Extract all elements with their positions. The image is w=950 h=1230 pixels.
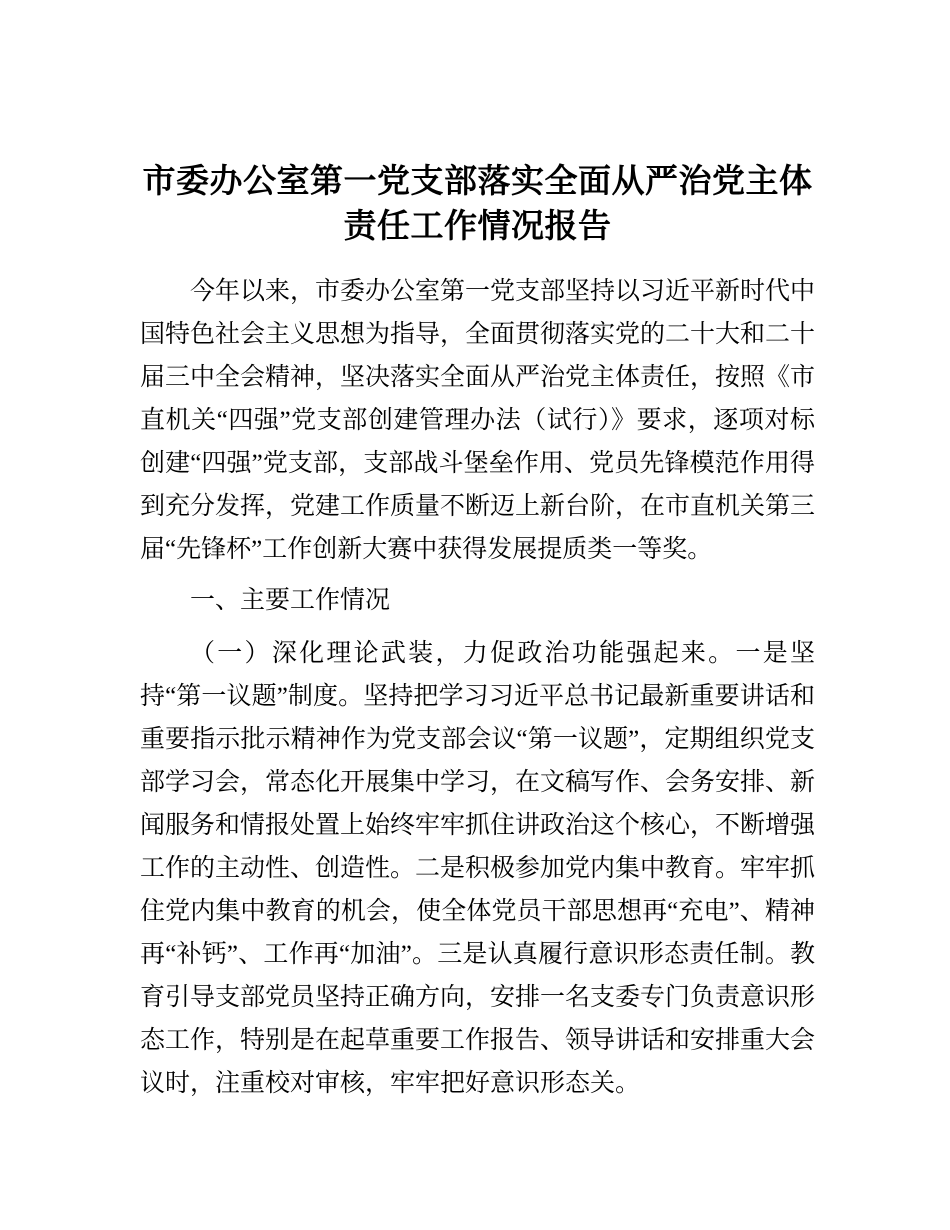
paragraph-intro: 今年以来，市委办公室第一党支部坚持以习近平新时代中国特色社会主义思想为指导，全面贯彻落实党的二十大和二十届三中全会精神，坚决落实全面从严治党主体责任，按照《市直机关“四强”党支部创建管理办法（试行）》要求，逐项对标创建“四强”党支部，支部战斗堡垒作用、党员先锋模范作用得到充分发挥，党建工作质量不断迈上新台阶，在市直机关第三届“先锋杯”工作创新大赛中获得发展提质类一等奖。 [140,278,816,563]
paragraph-section-one: （一）深化理论武装，力促政治功能强起来。一是坚持“第一议题”制度。坚持把学习习近平总书记最新重要讲话和重要指示批示精神作为党支部会议“第一议题”，定期组织党支部学习会，常态化开展集中学习，在文稿写作、会务安排、新闻服务和情报处置上始终牢牢抓住讲政治这个核心，不断增强工作的主动性、创造性。二是积极参加党内集中教育。牢牢抓住党内集中教育的机会，使全体党员干部思想再“充电”、精神再“补钙”、工作再“加油”。三是认真履行意识形态责任制。教育引导支部党员坚持正确方向，安排一名支委专门负责意识形态工作，特别是在起草重要工作报告、领导讲话和安排重大会议时，注重校对审核，牢牢把好意识形态关。 [140,640,816,1097]
section-heading-main-work: 一、主要工作情况 [190,587,391,614]
document-title: 市委办公室第一党支部落实全面从严治党主体责任工作情况报告 [142,164,813,245]
